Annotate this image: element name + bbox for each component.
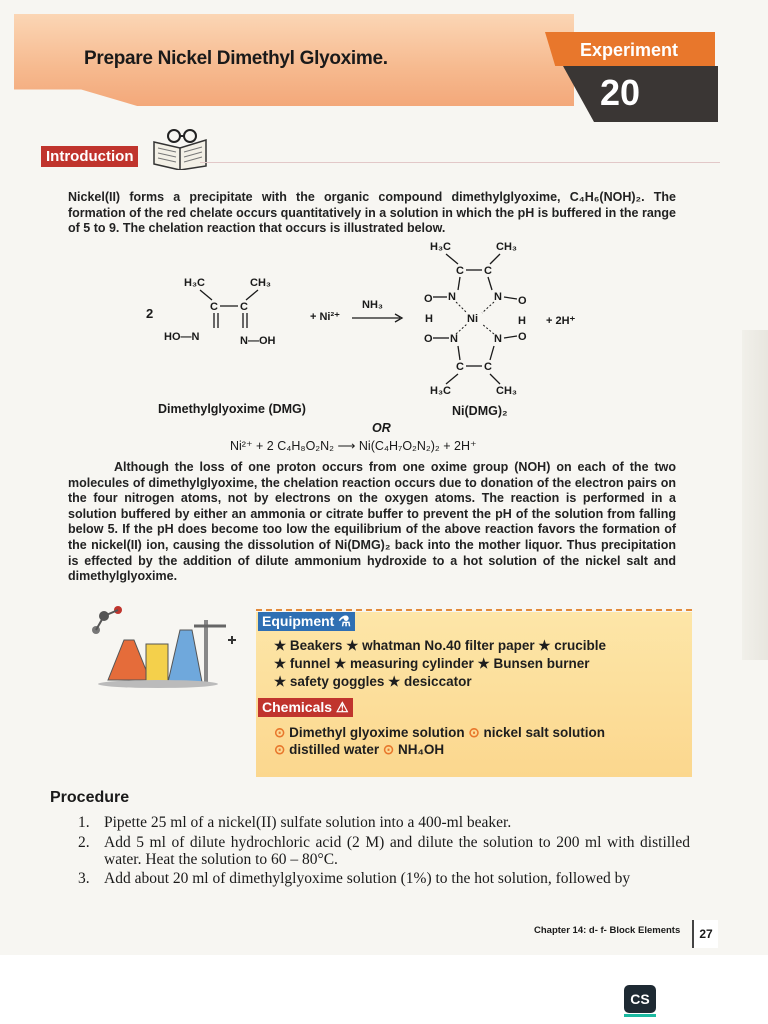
chemicals-line-1 [274, 725, 605, 741]
complex-c4: C [484, 361, 492, 373]
experiment-number: 20 [600, 72, 641, 113]
complex-o2: O [518, 295, 527, 307]
procedure-step [78, 834, 690, 868]
step-text: Pipette 25 ml of a nickel(II) sulfate solution into a 400-ml beaker. [104, 814, 512, 831]
equipment-item: Beakers [289, 638, 343, 653]
dmg-ch3: CH₃ [250, 277, 271, 289]
star-icon: ★ [334, 656, 347, 671]
intro-paragraph-2: Although the loss of one proton occurs from one oxime group (NOH) on each of the two molecules of dimethylglyoxime, the chelation reaction occurs due to donation of the electron pairs on the four nitrogen atoms, not by electrons on the oxygen atoms. The reaction is performed in a solution buffered by either an ammonia or citrate buffer to prevent the pH of the solution from falling below 5. If the pH does become too low the equilibrium of the above reaction favors the formation of the nickel(II) ion, causing the dissolution of Ni(DMG)₂ back into the mother liquor. Thus precipitation is effected by the addition of dilute ammonium hydroxide to a hot solution of the nickel salt and dimethylglyoxime. [68, 460, 676, 584]
dmg-h3c: H₃C [184, 277, 205, 289]
equipment-item: desiccator [404, 674, 472, 689]
star-icon: ★ [274, 674, 287, 689]
chemical-item: nickel salt solution [483, 725, 605, 740]
bullet-icon: ⊙ [274, 742, 286, 757]
dmg-label: Dimethylglyoxime (DMG) [158, 402, 306, 416]
dmg-c-right: C [240, 301, 248, 313]
badge-underline [624, 1014, 656, 1017]
bullet-icon: ⊙ [274, 725, 286, 740]
complex-n3: N [450, 333, 458, 345]
procedure-heading: Procedure [50, 789, 130, 806]
complex-h1: H [425, 313, 433, 325]
bullet-icon: ⊙ [468, 725, 480, 740]
chemical-item: NH₄OH [397, 742, 445, 757]
complex-label: Ni(DMG)₂ [452, 404, 508, 418]
equipment-item: crucible [554, 638, 607, 653]
flask-icon: ⚗ [338, 613, 351, 629]
star-icon: ★ [346, 638, 359, 653]
complex-c2: C [484, 265, 492, 277]
complex-o3: O [424, 333, 433, 345]
star-icon: ★ [388, 674, 401, 689]
introduction-heading: Introduction [41, 146, 138, 167]
experiment-label: Experiment [580, 40, 679, 60]
dmg-n-oh: N—OH [240, 335, 276, 347]
complex-c1: C [456, 265, 464, 277]
equipment-heading-text: Equipment [262, 613, 335, 629]
dmg-ho-n: HO—N [164, 331, 200, 343]
equipment-divider [256, 609, 692, 611]
complex-bottom-h3c: H₃C [430, 385, 451, 397]
equipment-item: funnel [289, 656, 331, 671]
star-icon: ★ [538, 638, 551, 653]
equipment-item: safety goggles [289, 674, 385, 689]
equipment-item: Bunsen burner [493, 656, 590, 671]
intro-paragraph-1: Nickel(II) forms a precipitate with the organic compound dimethylglyoxime, C₄H₆(NOH)₂. The formation of the red chelate occurs quantitatively in a solution in which the pH is buffered in the range of 5 to 9. The chelation reaction that occurs is illustrated below. [68, 190, 676, 236]
bullet-icon: ⊙ [382, 742, 395, 757]
equipment-item: measuring cylinder [350, 656, 474, 671]
star-icon: ★ [477, 656, 490, 671]
hazard-icon: ⚠ [335, 699, 349, 715]
chapter-footer: Chapter 14: d- f- Block Elements [534, 925, 681, 936]
equipment-heading [258, 612, 355, 631]
dmg-coefficient: 2 [146, 306, 154, 321]
procedure-step [78, 870, 690, 887]
step-number: 2. [78, 834, 90, 851]
reaction-equation: Ni²⁺ + 2 C₄H₈O₂N₂ ⟶ Ni(C₄H₇O₂N₂)₂ + 2H⁺ [230, 439, 477, 453]
complex-o1: O [424, 293, 433, 305]
plus-nickel-ion: + Ni²⁺ [310, 311, 340, 323]
step-text: Add about 20 ml of dimethylglyoxime solution (1%) to the hot solution, followed by [104, 870, 631, 887]
ammonia-reagent: NH₃ [362, 299, 383, 311]
complex-n1: N [448, 291, 456, 303]
dmg-c-left: C [210, 301, 218, 313]
chemicals-heading [258, 698, 353, 717]
page-number: 27 [692, 920, 718, 948]
complex-c3: C [456, 361, 464, 373]
equipment-line-3 [274, 674, 472, 690]
chemical-item: Dimethyl glyoxime solution [289, 725, 465, 740]
camscanner-badge: CS [624, 985, 656, 1013]
plus-protons: + 2H⁺ [546, 315, 576, 327]
nickel-center: Ni [467, 313, 478, 325]
complex-top-h3c: H₃C [430, 241, 451, 253]
adjacent-page-edge [742, 330, 768, 660]
complex-bottom-ch3: CH₃ [496, 385, 517, 397]
complex-n2: N [494, 291, 502, 303]
procedure-step [78, 814, 690, 831]
star-icon: ★ [274, 656, 287, 671]
book-icon [150, 128, 210, 170]
chemicals-heading-text: Chemicals [262, 699, 333, 715]
complex-o4: O [518, 331, 527, 343]
complex-h2: H [518, 315, 526, 327]
lab-equipment-illustration [88, 600, 248, 690]
equipment-line-2 [274, 656, 589, 672]
chelation-reaction-diagram [140, 238, 600, 408]
complex-top-ch3: CH₃ [496, 241, 517, 253]
page-title: Prepare Nickel Dimethyl Glyoxime. [84, 48, 388, 69]
equipment-item: whatman No.40 filter paper [362, 638, 535, 653]
step-number: 1. [78, 814, 90, 831]
star-icon: ★ [274, 638, 287, 653]
chemicals-line-2 [274, 742, 444, 758]
or-label: OR [372, 421, 391, 435]
intro-divider [200, 162, 720, 163]
complex-n4: N [494, 333, 502, 345]
step-text: Add 5 ml of dilute hydrochloric acid (2 M) and dilute the solution to 200 ml with distilled water. Heat the solution to 60 – 80°C. [104, 834, 690, 868]
chemical-item: distilled water [289, 742, 380, 757]
step-number: 3. [78, 870, 90, 887]
equipment-line-1 [274, 638, 606, 654]
experiment-number-box [563, 66, 718, 122]
